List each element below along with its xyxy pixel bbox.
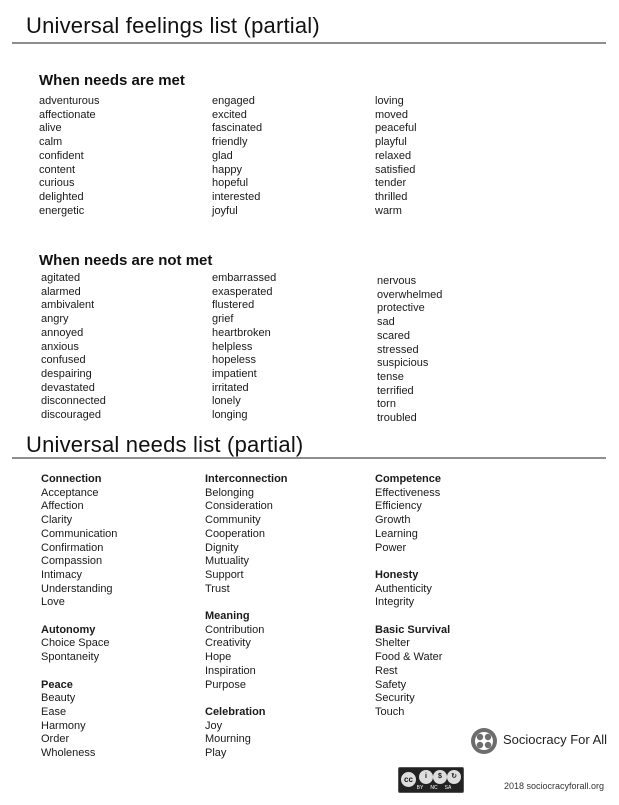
needs-group: [205, 473, 288, 596]
feeling-item: despairing: [41, 367, 92, 380]
license-label-by: BY: [416, 785, 424, 791]
feeling-item: interested: [212, 190, 261, 203]
feeling-item: agitated: [41, 272, 81, 284]
needs-not-met-column-3: [377, 275, 442, 426]
need-item: Learning: [375, 527, 418, 540]
needs-group: [375, 624, 450, 720]
needs-group: [41, 679, 117, 761]
need-item: Joy: [205, 719, 223, 732]
need-item: Consideration: [205, 500, 273, 513]
needs-group-title: Autonomy: [41, 623, 96, 636]
feeling-item: suspicious: [377, 357, 429, 370]
need-item: Love: [41, 596, 65, 609]
need-item: Integrity: [375, 596, 415, 609]
need-item: Cooperation: [205, 527, 265, 540]
need-item: Shelter: [375, 637, 410, 650]
needs-divider: [12, 457, 606, 459]
feeling-item: heartbroken: [212, 326, 271, 339]
creative-commons-by-nc-sa-icon: cc i $ ↻ BY NC SA: [398, 767, 464, 793]
feeling-item: torn: [377, 398, 396, 411]
feeling-item: terrified: [377, 384, 414, 397]
footer: [398, 727, 608, 797]
feeling-item: anxious: [41, 340, 79, 353]
need-item: Purpose: [205, 678, 246, 691]
feeling-item: scared: [377, 329, 411, 342]
need-item: Food & Water: [375, 651, 443, 664]
feeling-item: joyful: [212, 204, 238, 217]
feeling-item: loving: [375, 95, 404, 107]
feeling-item: alive: [39, 122, 62, 135]
needs-group-title: Connection: [41, 473, 102, 485]
feeling-item: confused: [41, 354, 86, 367]
feeling-item: warm: [375, 204, 402, 217]
need-item: Support: [205, 568, 244, 581]
need-item: Authenticity: [375, 582, 432, 595]
feeling-item: grief: [212, 313, 234, 326]
needs-not-met-column-1: [41, 272, 106, 423]
needs-met-heading: When needs are met: [39, 72, 185, 89]
needs-group: [41, 473, 117, 610]
feeling-item: helpless: [212, 340, 253, 353]
need-item: Intimacy: [41, 568, 82, 581]
feeling-item: moved: [375, 108, 409, 121]
feeling-item: energetic: [39, 204, 85, 217]
needs-group: [375, 473, 450, 555]
site-url: 2018 sociocracyforall.org: [504, 781, 605, 791]
need-item: Ease: [41, 705, 67, 718]
needs-group-title: Peace: [41, 678, 73, 691]
need-item: Play: [205, 747, 227, 760]
feeling-item: affectionate: [39, 108, 96, 121]
needs-group-title: Interconnection: [205, 473, 288, 485]
feeling-item: hopeful: [212, 177, 249, 190]
needs-met-column-2: [212, 95, 262, 218]
feeling-item: glad: [212, 149, 233, 162]
needs-group-title: Celebration: [205, 705, 266, 718]
feeling-item: flustered: [212, 299, 255, 312]
need-item: Affection: [41, 500, 84, 513]
feeling-item: troubled: [377, 412, 417, 425]
need-item: Dignity: [205, 541, 239, 554]
need-item: Creativity: [205, 637, 251, 650]
need-item: Clarity: [41, 514, 73, 527]
need-item: Belonging: [205, 486, 254, 499]
needs-title: Universal needs list (partial): [26, 432, 304, 457]
needs-met-column-3: [375, 95, 417, 218]
needs-group-title: Meaning: [205, 610, 250, 623]
feeling-item: hopeless: [212, 354, 257, 367]
feeling-item: tender: [375, 177, 407, 190]
sociocracy-logo-icon: [470, 727, 498, 755]
feeling-item: content: [39, 163, 76, 176]
feeling-item: exasperated: [212, 285, 273, 298]
needs-group-title: Honesty: [375, 568, 419, 581]
need-item: Security: [375, 692, 415, 705]
brand-name: Sociocracy For All: [503, 732, 608, 747]
need-item: Power: [375, 541, 407, 554]
feeling-item: longing: [212, 409, 248, 422]
need-item: Understanding: [41, 582, 113, 595]
need-item: Effectiveness: [375, 486, 441, 499]
feeling-item: engaged: [212, 95, 255, 107]
needs-not-met-column-2: [212, 272, 276, 423]
feeling-item: annoyed: [41, 326, 84, 339]
feeling-item: adventurous: [39, 95, 100, 107]
need-item: Wholeness: [41, 747, 96, 760]
feelings-divider: [12, 42, 606, 44]
feeling-item: alarmed: [41, 285, 81, 298]
needs-group: [205, 610, 288, 692]
need-item: Mutuality: [205, 555, 250, 568]
need-item: Spontaneity: [41, 651, 100, 664]
feeling-item: fascinated: [212, 122, 263, 135]
need-item: Safety: [375, 678, 407, 691]
need-item: Acceptance: [41, 486, 99, 499]
feeling-item: ambivalent: [41, 299, 95, 312]
need-item: Order: [41, 733, 70, 746]
feeling-item: happy: [212, 163, 242, 176]
feeling-item: angry: [41, 313, 69, 326]
need-item: Confirmation: [41, 541, 104, 554]
feeling-item: discouraged: [41, 409, 101, 422]
needs-not-met-heading: When needs are not met: [39, 252, 213, 269]
needs-column-3: [375, 473, 450, 733]
feeling-item: impatient: [212, 367, 257, 380]
feeling-item: overwhelmed: [377, 288, 443, 301]
feelings-title: Universal feelings list (partial): [26, 13, 320, 38]
feeling-item: excited: [212, 108, 247, 121]
feeling-item: peaceful: [375, 122, 417, 135]
needs-column-1: [41, 473, 117, 774]
license-label-sa: SA: [444, 785, 452, 791]
feeling-item: protective: [377, 302, 425, 315]
feeling-item: disconnected: [41, 395, 106, 408]
feeling-item: playful: [375, 136, 407, 149]
feeling-item: delighted: [39, 190, 84, 203]
feeling-item: lonely: [212, 395, 241, 408]
need-item: Mourning: [205, 733, 251, 746]
license-label-nc: NC: [430, 785, 438, 791]
feeling-item: nervous: [377, 275, 417, 287]
feeling-item: curious: [39, 177, 75, 190]
feeling-item: tense: [377, 370, 404, 383]
feeling-item: thrilled: [375, 190, 408, 203]
need-item: Communication: [41, 527, 118, 540]
feeling-item: relaxed: [375, 149, 412, 162]
feeling-item: sad: [377, 316, 395, 329]
need-item: Contribution: [205, 623, 265, 636]
feeling-item: calm: [39, 136, 63, 149]
feeling-item: embarrassed: [212, 272, 277, 284]
need-item: Harmony: [41, 719, 86, 732]
need-item: Choice Space: [41, 637, 110, 650]
needs-met-column-1: [39, 95, 100, 218]
needs-group: [375, 569, 450, 610]
need-item: Inspiration: [205, 664, 256, 677]
feeling-item: confident: [39, 149, 84, 162]
needs-group-title: Competence: [375, 473, 442, 485]
feeling-item: devastated: [41, 381, 95, 394]
feeling-item: friendly: [212, 136, 248, 149]
need-item: Rest: [375, 664, 398, 677]
feeling-item: satisfied: [375, 163, 416, 176]
need-item: Growth: [375, 514, 411, 527]
needs-group-title: Basic Survival: [375, 623, 451, 636]
need-item: Efficiency: [375, 500, 422, 513]
feeling-item: irritated: [212, 381, 249, 394]
need-item: Compassion: [41, 555, 103, 568]
need-item: Beauty: [41, 692, 76, 705]
need-item: Hope: [205, 651, 232, 664]
feeling-item: stressed: [377, 343, 419, 356]
need-item: Community: [205, 514, 261, 527]
needs-group: [205, 706, 288, 761]
need-item: Trust: [205, 582, 230, 595]
needs-group: [41, 624, 117, 665]
need-item: Touch: [375, 705, 405, 718]
needs-column-2: [205, 473, 288, 774]
